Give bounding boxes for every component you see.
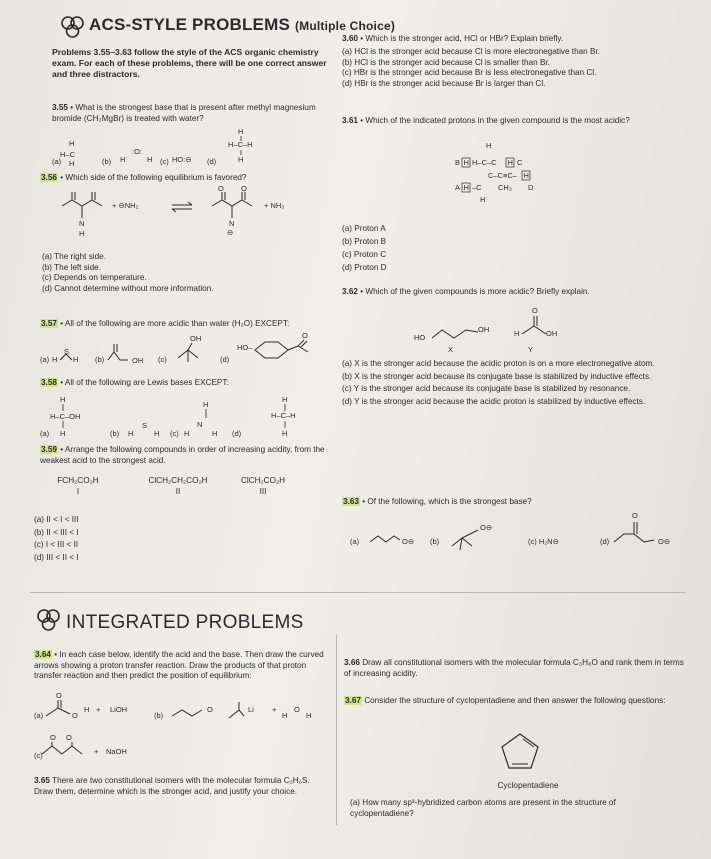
question-text: Consider the structure of cyclopentadiene and then answer the following questions:	[364, 696, 666, 705]
q363-opt-b: (b)	[430, 537, 440, 546]
svg-text:D: D	[528, 183, 534, 192]
q355-opt-c: (c)	[160, 157, 169, 166]
column-divider	[336, 635, 337, 825]
q360-opt-c: (c) HBr is the stronger acid because Br is less electronegative than Cl.	[342, 68, 597, 77]
compound-ii-label: II	[175, 486, 181, 496]
question-text: What is the strongest base that is present after methyl magnesium bromide (CH₃MgBr) is treated with water?	[52, 103, 316, 123]
question-number: 3.62	[342, 287, 358, 296]
q357-opt-b: (b)	[95, 355, 105, 364]
svg-text:A: A	[455, 183, 461, 192]
svg-text:O⊖: O⊖	[658, 537, 671, 546]
question-3-59: 3.59 • Arrange the following compounds in order of increasing acidity, from the weakest acid to the strongest acid.	[40, 445, 325, 465]
question-text: Which of the given compounds is more acidic? Briefly explain.	[365, 287, 590, 296]
question-number: 3.65	[34, 776, 50, 785]
question-number: 3.60	[342, 34, 358, 43]
q362-structures	[400, 302, 580, 357]
question-text: Which side of the following equilibrium is favored?	[65, 173, 247, 182]
q358-opt-b: (b)	[110, 429, 120, 438]
svg-text:+: +	[272, 705, 277, 714]
svg-text:N: N	[79, 219, 85, 228]
q364-label-a: (a)	[34, 711, 44, 720]
q362-options	[342, 359, 682, 407]
q359-opt-c: (c) I < III < II	[34, 540, 79, 549]
svg-text:H: H	[212, 429, 218, 438]
svg-text:O: O	[72, 711, 78, 720]
question-number: 3.57	[41, 319, 57, 328]
svg-text:O: O	[207, 705, 213, 714]
svg-text:H: H	[238, 127, 244, 136]
question-number: 3.59	[41, 445, 57, 454]
question-text: Draw all constitutional isomers with the molecular formula C₃H₈O and rank them in terms of increasing acidity.	[344, 658, 684, 678]
q356-opt-b: (b) The left side.	[42, 262, 102, 272]
svg-text:H: H	[69, 139, 75, 148]
q358-opt-c: (c)	[170, 429, 179, 438]
question-3-60: 3.60 • Which is the stronger acid, HCl or HBr? Explain briefly.	[342, 34, 564, 43]
question-3-55: 3.55 • What is the strongest base that is present after methyl magnesium bromide (CH₃MgBr) is treated with water?	[52, 103, 316, 123]
svg-text:Li: Li	[248, 705, 254, 714]
svg-text:H: H	[514, 329, 520, 338]
question-3-62: 3.62 • Which of the given compounds is more acidic? Briefly explain.	[342, 287, 590, 296]
svg-text:HO:⊖: HO:⊖	[172, 155, 192, 164]
q360-options	[342, 47, 672, 89]
compound-i-label: I	[76, 486, 80, 496]
question-text: Arrange the following compounds in order of increasing acidity, from the weakest acid to the strongest acid.	[40, 445, 325, 465]
q361-opt-d: (d) Proton D	[342, 263, 387, 272]
question-number: 3.67	[345, 696, 361, 705]
integrated-title: INTEGRATED PROBLEMS	[66, 612, 304, 633]
q359-opt-a: (a) II < I < III	[34, 515, 79, 524]
q355-opt-b: (b)	[102, 157, 112, 166]
intro-paragraph: Problems 3.55–3.63 follow the style of the ACS organic chemistry exam. For each of these problems, there will be one correct answer and three distractors.	[52, 47, 327, 79]
svg-text:B: B	[455, 158, 461, 167]
svg-text:H: H	[463, 158, 469, 167]
q355-opt-d: (d)	[207, 157, 217, 166]
svg-text:S: S	[64, 347, 70, 356]
svg-text:H: H	[238, 155, 244, 164]
question-text: In each case below, identify the acid and the base. Then draw the curved arrows showing a proton transfer reaction. Draw the products of that proton transfer reaction and then predict the position of equilibrium:	[34, 650, 324, 680]
q361-structure	[450, 140, 600, 210]
question-text: Of the following, which is the strongest base?	[367, 497, 532, 506]
section-title	[89, 15, 395, 35]
svg-text:O: O	[50, 733, 56, 742]
svg-text:C–C≡C–: C–C≡C–	[488, 171, 517, 180]
q367-part-a: (a) How many sp³-hybridized carbon atoms are present in the structure of cyclopentadiene?	[350, 798, 616, 818]
svg-text:N: N	[197, 420, 203, 429]
q356-equilibrium	[52, 186, 332, 251]
svg-text:HO: HO	[414, 333, 426, 342]
question-text: All of the following are more acidic than water (H₂O) EXCEPT:	[64, 319, 290, 328]
svg-text:H: H	[84, 705, 90, 714]
svg-text:O: O	[302, 332, 308, 340]
q361-opt-a: (a) Proton A	[342, 224, 386, 233]
svg-text:HO–: HO–	[237, 343, 253, 352]
q364-label-b: (b)	[154, 711, 164, 720]
compound-ii	[138, 476, 218, 497]
svg-text:H: H	[463, 183, 469, 192]
svg-text:OH: OH	[478, 325, 490, 334]
svg-text:+ ⊖NH₂: + ⊖NH₂	[112, 201, 139, 210]
svg-text:CH₃: CH₃	[498, 183, 512, 192]
q356-opt-c: (c) Depends on temperature.	[42, 273, 147, 282]
compound-i	[48, 476, 108, 497]
cyclopentadiene-caption: Cyclopentadiene	[497, 781, 559, 790]
q356-opt-d: (d) Cannot determine without more information.	[42, 283, 214, 293]
svg-text:OH: OH	[190, 334, 202, 343]
svg-text:H: H	[282, 429, 288, 438]
section-divider	[30, 592, 685, 593]
compound-ii-formula: ClCH₂CH₂CO₂H	[148, 476, 208, 485]
svg-text:–C: –C	[472, 183, 482, 192]
svg-text:O: O	[218, 186, 224, 193]
svg-text:H: H	[73, 355, 79, 364]
question-3-61: 3.61 • Which of the indicated protons in the given compound is the most acidic?	[342, 116, 630, 125]
svg-text:H: H	[120, 155, 126, 164]
question-text: All of the following are Lewis bases EXCEPT:	[64, 378, 229, 387]
svg-text:OH: OH	[546, 329, 558, 338]
svg-text:H: H	[282, 395, 288, 404]
svg-text:O: O	[56, 691, 62, 700]
svg-text:H–C–C: H–C–C	[472, 158, 497, 167]
svg-text:H–C: H–C	[60, 150, 76, 159]
svg-text:O: O	[241, 186, 247, 193]
question-3-67	[344, 696, 684, 707]
compound-iii	[228, 476, 298, 497]
question-3-64: 3.64 • In each case below, identify the acid and the base. Then draw the curved arrows showing a proton transfer reaction. Draw the products of that proton transfer reaction and then predict the position of equilibrium:	[34, 650, 324, 680]
q357-opt-d: (d)	[220, 355, 230, 364]
section-subtitle: (Multiple Choice)	[294, 19, 396, 33]
integrated-logo-icon	[36, 607, 62, 633]
q360-opt-d: (d) HBr is the stronger acid because Br is larger than Cl.	[342, 78, 546, 88]
svg-text:+: +	[94, 747, 99, 756]
svg-text:H: H	[507, 158, 513, 167]
q356-opt-a: (a) The right side.	[42, 252, 107, 261]
svg-text::O:: :O:	[132, 147, 143, 156]
q361-opt-c: (c) Proton C	[342, 250, 387, 259]
q361-opt-b: (b) Proton B	[342, 237, 387, 246]
q357-opt-a: (a)	[40, 355, 50, 364]
question-number: 3.66	[344, 658, 360, 667]
svg-text:+ NH₃: + NH₃	[264, 201, 285, 210]
q358-opt-a: (a)	[40, 429, 50, 438]
question-3-57: 3.57 • All of the following are more acidic than water (H₂O) EXCEPT:	[41, 319, 290, 328]
q360-opt-a: (a) HCl is the stronger acid because Cl is more electronegative than Br.	[342, 47, 601, 56]
question-3-63: 3.63 • Of the following, which is the strongest base?	[343, 497, 532, 506]
q364-reactions	[34, 688, 334, 768]
svg-text:H–C–H: H–C–H	[271, 411, 296, 420]
svg-text:H: H	[128, 429, 134, 438]
molecule-logo-icon	[60, 14, 86, 40]
svg-text:O: O	[66, 733, 72, 742]
q363-opt-d: (d)	[600, 537, 610, 546]
question-text: Which is the stronger acid, HCl or HBr? Explain briefly.	[365, 34, 564, 43]
svg-text:O⊖: O⊖	[402, 537, 415, 546]
q357-opt-c: (c)	[158, 355, 167, 364]
label-y: Y	[528, 345, 534, 354]
svg-text:H: H	[523, 171, 529, 180]
compound-i-formula: FCH₂CO₂H	[57, 476, 99, 485]
svg-text:H: H	[154, 429, 160, 438]
q363-opt-c: (c) H₂N⊖	[528, 537, 559, 546]
svg-text:H: H	[480, 195, 486, 204]
svg-text:H: H	[52, 355, 58, 364]
q358-structures	[40, 390, 330, 442]
compound-iii-label: III	[259, 486, 267, 496]
svg-text:⊖: ⊖	[227, 228, 234, 237]
q363-structures	[342, 510, 682, 560]
cyclopentadiene-structure	[490, 728, 550, 778]
svg-text:H: H	[306, 711, 312, 720]
q357-structures	[40, 332, 335, 376]
svg-text:O: O	[532, 306, 538, 315]
q364-label-c: (c)	[34, 751, 43, 760]
section-title-text: ACS-STYLE PROBLEMS	[89, 15, 291, 34]
svg-text:H: H	[282, 711, 288, 720]
q355-structures	[52, 124, 332, 172]
question-number: 3.64	[35, 650, 51, 659]
compound-iii-formula: ClCH₂CO₂H	[240, 476, 286, 485]
q363-opt-a: (a)	[350, 537, 360, 546]
svg-text:N: N	[229, 219, 235, 228]
q355-opt-a: (a)	[52, 157, 62, 166]
q359-options	[34, 514, 79, 564]
q362-opt-c: (c) Y is the stronger acid because its conjugate base is stabilized by resonance.	[342, 384, 631, 393]
q362-opt-b: (b) X is the stronger acid because its conjugate base is stabilized by inductive effects.	[342, 371, 652, 381]
question-3-56: 3.56 • Which side of the following equilibrium is favored?	[41, 173, 247, 182]
svg-text:H–C–H: H–C–H	[228, 140, 253, 149]
question-text: Which of the indicated protons in the given compound is the most acidic?	[365, 116, 630, 125]
q358-opt-d: (d)	[232, 429, 242, 438]
question-text: There are two constitutional isomers with the molecular formula C₂H₆S. Draw them, determine which is the stronger acid, and justify your choice.	[34, 776, 310, 796]
question-number: 3.56	[41, 173, 57, 182]
svg-text:H: H	[79, 229, 85, 238]
svg-text:H: H	[60, 395, 66, 404]
svg-text:H–C–OH: H–C–OH	[50, 412, 81, 421]
question-number: 3.58	[41, 378, 57, 387]
svg-text:C: C	[517, 158, 523, 167]
svg-text:H: H	[184, 429, 190, 438]
q359-opt-d: (d) III < II < I	[34, 552, 79, 562]
svg-text:S: S	[142, 421, 148, 430]
svg-text:O: O	[632, 511, 638, 520]
question-3-65	[34, 776, 330, 797]
q356-options	[42, 252, 214, 294]
q362-opt-d: (d) Y is the stronger acid because the acidic proton is stabilized by inductive effects.	[342, 396, 646, 406]
q359-opt-b: (b) II < III < I	[34, 527, 79, 537]
svg-text:H: H	[69, 159, 75, 168]
q360-opt-b: (b) HCl is the stronger acid because Cl is smaller than Br.	[342, 57, 550, 67]
svg-text:H: H	[147, 155, 153, 164]
svg-text:O: O	[294, 705, 300, 714]
question-number: 3.55	[52, 103, 68, 112]
question-3-66	[344, 658, 684, 679]
q361-options	[342, 222, 387, 274]
q364-reagent-c: NaOH	[106, 747, 127, 756]
svg-text:H: H	[203, 400, 209, 409]
svg-text:OH: OH	[132, 356, 144, 365]
svg-text:H: H	[486, 141, 492, 150]
svg-text:+: +	[96, 705, 101, 714]
q362-opt-a: (a) X is the stronger acid because the acidic proton is on a more electronegative atom.	[342, 359, 655, 368]
question-number: 3.63	[343, 497, 359, 506]
question-number: 3.61	[342, 116, 358, 125]
svg-text:O⊖: O⊖	[480, 523, 493, 532]
svg-text:H: H	[60, 429, 66, 438]
label-x: X	[448, 345, 454, 354]
q364-reagent-a: LiOH	[110, 705, 128, 714]
question-3-58: 3.58 • All of the following are Lewis bases EXCEPT:	[41, 378, 229, 387]
